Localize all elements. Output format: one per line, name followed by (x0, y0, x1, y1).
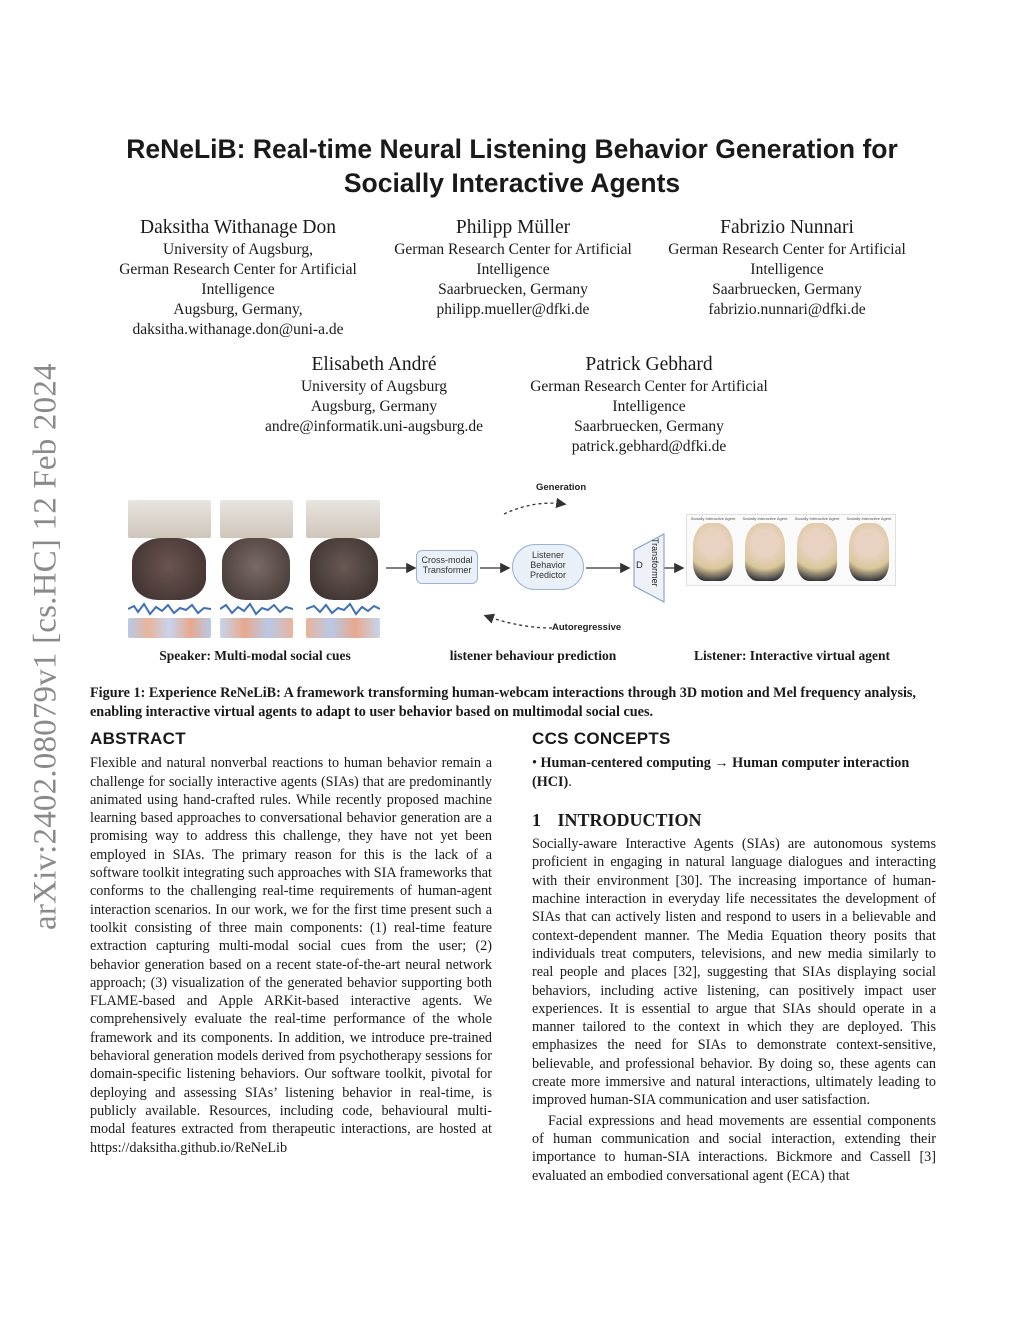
author-name: Patrick Gebhard (585, 354, 713, 375)
abstract-section (90, 730, 492, 1157)
author-block (373, 216, 653, 320)
author-block (647, 216, 927, 320)
author-email[interactable]: andre@informatik.uni-augsburg.de (264, 418, 483, 435)
author-email[interactable]: daksitha.withanage.don@uni-a.de (132, 321, 344, 338)
ccs-concept: Human-centered computing → Human computer interaction (HCI) (532, 755, 910, 790)
section-title: INTRODUCTION (557, 809, 702, 830)
listener-predictor-box: Listener Behavior Predictor (512, 544, 584, 590)
author-location: Augsburg, Germany (310, 398, 438, 415)
arxiv-identifier: arXiv:2402.08079v1 [cs.HC] 12 Feb 2024 (27, 363, 64, 931)
author-name: Philipp Müller (455, 217, 571, 238)
agent-panel (686, 514, 896, 586)
author-email[interactable]: patrick.gebhard@dfki.de (571, 438, 727, 455)
virtual-agent-image (693, 523, 733, 581)
intro-paragraph: Socially-aware Interactive Agents (SIAs) are autonomous systems proficient in engaging in natural language dialogues and interacting with their environment [30]. The increasing importance of human-machine interaction in everyday life necessitates the development of SIAs that can actively listen and respond to users in a believable and context-dependent manner. The Media Equation theory posits that individuals treat computers, televisions, and new media similarly to real people and places [32], suggesting that SIAs displaying social behaviors, including active listening, can positively impact user experiences. It is essential to argue that SIAs should operate in a manner tailored to the context in which they are deployed. This emphasizes the need for SIAs to demonstrate context-sensitive, believable, and professional behavior. By doing so, these agents can create more immersive and natural interactions, ultimately leading to improved human-SIA communication and user satisfaction. (532, 836, 936, 1109)
author-location: Saarbruecken, Germany (712, 281, 862, 298)
author-email[interactable]: philipp.mueller@dfki.de (436, 301, 590, 318)
agent-label: Socially Interactive Agent (690, 516, 736, 521)
right-column (532, 730, 936, 1185)
author-affiliation: Intelligence (476, 261, 550, 278)
transformer-label: Transformer (650, 538, 660, 587)
abstract-heading: ABSTRACT (90, 729, 186, 748)
figure-caption: Figure 1: Experience ReNeLiB: A framework transforming human-webcam interactions through 3D motion and Mel frequency analysis, enabling interactive virtual agents to adapt to user behavior based on multimodal social cues. (90, 685, 916, 720)
author-affiliation: German Research Center for Artificial (668, 241, 906, 258)
agent-label: Socially Interactive Agent (742, 516, 788, 521)
author-name: Fabrizio Nunnari (720, 217, 854, 238)
generation-label: Generation (536, 482, 587, 493)
author-location: Augsburg, Germany, (173, 301, 303, 318)
author-block (98, 216, 378, 340)
author-location: Saarbruecken, Germany (438, 281, 588, 298)
intro-heading (532, 811, 936, 829)
author-affiliation: Intelligence (612, 398, 686, 415)
author-affiliation: University of Augsburg, (163, 241, 313, 258)
author-name: Daksitha Withanage Don (140, 217, 336, 238)
virtual-agent-image (849, 523, 889, 581)
abstract-text: Flexible and natural nonverbal reactions to human behavior remain a challenge for socially interactive agents (SIAs) that are predominantly animated using hand-crafted rules. While recently proposed machine learning based approaches to conversational behavior generation are a promising way to address this challenge, they have not yet been employed in SIAs. The primary reason for this is the lack of a software toolkit integrating such approaches with SIA frameworks that conforms to the challenging real-time requirements of human-agent interaction scenarios. In our work, we for the first time present such a toolkit consisting of three main components: (1) real-time feature extraction capturing multi-modal social cues from the user; (2) behavior generation based on a recent state-of-the-art neural network approach; (3) visualization of the generated behavior supporting both FLAME-based and Apple ARKit-based interactive agents. We comprehensively evaluate the real-time performance of the whole framework and its components. In addition, we introduce pre-trained behavioral generation models derived from psychotherapy sessions for domain-specific listening behaviors. Our software toolkit, pivotal for deploying and assessing SIAs’ listening behavior in real-time, is publicly available. Resources, including code, behavioural multi-modal features extracted from therapeutic interactions, are hosted at https://daksitha.github.io/ReNeLib (90, 755, 492, 1156)
decoder-label: D (636, 560, 643, 571)
figure-label-listener: Listener: Interactive virtual agent (693, 648, 891, 663)
intro-paragraph: Facial expressions and head movements are essential components of human communication and social interaction, extending their importance to human-SIA interactions. Bickmore and Cassell [3] evaluated an embodied conversational agent (ECA) that (532, 1112, 936, 1184)
author-affiliation: German Research Center for Artificial (530, 378, 768, 395)
author-affiliation: Intelligence (750, 261, 824, 278)
ccs-item: • Human-centered computing → Human computer interaction (HCI). (532, 755, 910, 790)
author-email[interactable]: fabrizio.nunnari@dfki.de (708, 301, 866, 318)
author-location: Saarbruecken, Germany (574, 418, 724, 435)
author-affiliation: University of Augsburg (300, 378, 448, 395)
autoregressive-label: Autoregressive (552, 622, 622, 633)
agent-label: Socially Interactive Agent (846, 516, 892, 521)
paper-title: ReNeLiB: Real-time Neural Listening Behavior Generation for Socially Interactive Agents (126, 134, 898, 198)
ccs-heading: CCS CONCEPTS (532, 729, 671, 748)
agent-label: Socially Interactive Agent (794, 516, 840, 521)
virtual-agent-image (797, 523, 837, 581)
cross-modal-transformer-box: Cross-modal Transformer (416, 550, 478, 584)
section-number: 1 (532, 809, 541, 830)
ccs-suffix: . (568, 773, 572, 790)
author-affiliation: Intelligence (201, 281, 275, 298)
figure-label-speaker: Speaker: Multi-modal social cues (159, 648, 351, 663)
author-affiliation: German Research Center for Artificial (119, 261, 357, 278)
virtual-agent-image (745, 523, 785, 581)
figure-1 (124, 478, 900, 642)
author-name: Elisabeth André (311, 354, 437, 375)
author-block (234, 353, 514, 437)
author-block (509, 353, 789, 457)
author-affiliation: German Research Center for Artificial (394, 241, 632, 258)
figure-label-prediction: listener behaviour prediction (449, 648, 617, 663)
